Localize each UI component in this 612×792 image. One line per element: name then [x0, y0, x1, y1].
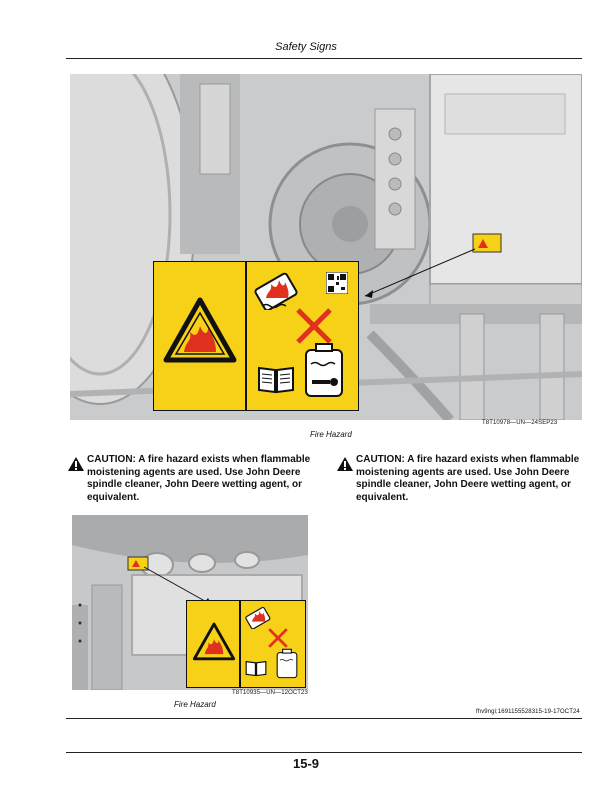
header-rule	[66, 58, 582, 59]
container-icon	[302, 342, 346, 400]
caution-text-left: CAUTION: A fire hazard exists when flammable moistening agents are used. Use John Deere spindle cleaner, John Deere wetting agent, or equivalent.	[87, 454, 311, 503]
warning-triangle-icon	[192, 621, 236, 663]
manual-book-icon	[245, 659, 267, 677]
caution-warning-icon	[67, 456, 85, 472]
decal-divider	[239, 601, 241, 687]
flame-container-icon	[254, 270, 302, 310]
caution-text-right: CAUTION: A fire hazard exists when flammable moistening agents are used. Use John Deere spindle cleaner, John Deere wetting agent, or equivalent.	[356, 454, 580, 503]
no-fire-icon	[294, 306, 334, 346]
no-fire-icon	[267, 627, 289, 649]
decal-divider	[245, 262, 247, 410]
figure-1-safety-decal	[153, 261, 359, 411]
figure-1-caption: Fire Hazard	[310, 430, 352, 439]
figure-2-caption: Fire Hazard	[174, 700, 216, 709]
flame-container-icon	[245, 605, 273, 629]
figure-2-safety-decal	[186, 600, 306, 688]
figure-2-code: T8T10935—UN—12OCT23	[232, 690, 308, 696]
footer-rule-top	[66, 718, 582, 719]
footer-rule-bottom	[66, 752, 582, 753]
container-icon	[275, 647, 299, 681]
figure-1-code: T8T10978—UN—24SEP23	[482, 420, 558, 426]
caution-warning-icon	[336, 456, 354, 472]
qr-code-icon	[326, 272, 348, 294]
manual-book-icon	[257, 364, 295, 394]
page-header-title: Safety Signs	[275, 41, 337, 53]
page-number: 15-9	[292, 756, 320, 771]
warning-triangle-icon	[162, 296, 238, 366]
document-id: fhv9ngi;1691155528315-19-17OCT24	[476, 709, 580, 715]
